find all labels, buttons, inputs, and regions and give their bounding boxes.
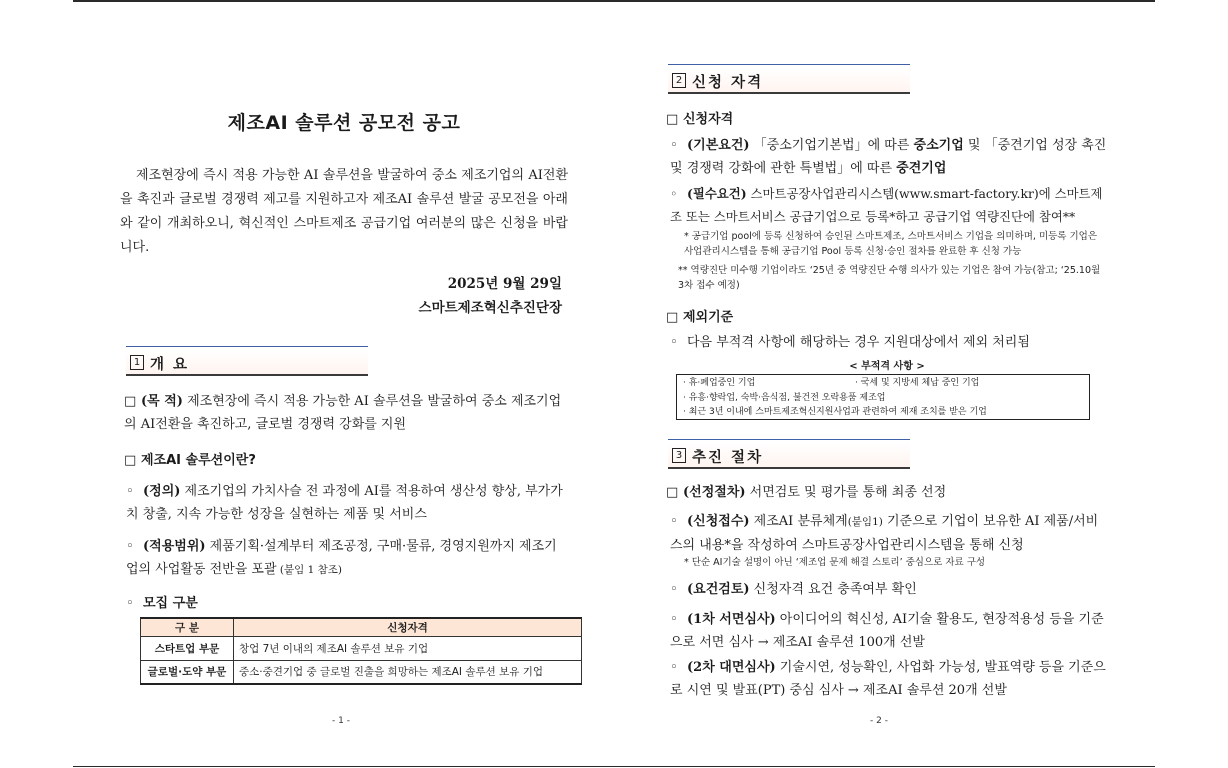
round1-label: (1차 서면심사) (687, 612, 776, 627)
apply-note: * 단순 AI기술 설명이 아닌 ‘제조업 문제 해결 스토리’ 중심으로 자료 구성 (684, 557, 986, 568)
page-1 (120, 0, 568, 740)
list-item: · 최근 3년 이내에 스마트제조혁신지원사업과 관련하여 제재 조치를 받은 기업 (683, 407, 987, 417)
exclusion-heading (666, 306, 733, 325)
round2-item (670, 656, 1110, 702)
ineligible-caption: < 부적격 사항 > (849, 361, 925, 372)
eligibility-heading (666, 108, 733, 127)
section-2-number: 2 (672, 73, 686, 88)
scope-item (126, 535, 568, 582)
selection-label: (선정절차) (683, 485, 746, 500)
bullet-icon: ◦ (670, 514, 678, 529)
recruit-heading (126, 592, 198, 611)
required-label: (필수요건) (687, 186, 747, 201)
required-item (670, 182, 1110, 228)
section-3-number: 3 (672, 448, 686, 463)
round2-label: (2차 대면심사) (687, 660, 776, 675)
checkbox-square-icon: □ (666, 310, 679, 325)
apply-label: (신청접수) (687, 514, 750, 529)
round2-text: 기술시연, 성능확인, 사업화 가능성, 발표역량 등을 기준으로 시연 및 발표(PT) 중심 심사 → 제조AI 솔루션 20개 선발 (670, 660, 1106, 698)
bullet-icon: ◦ (670, 186, 678, 201)
bullet-icon: ◦ (670, 660, 678, 675)
basic-sme: 중소기업 (913, 138, 964, 153)
section-1-header (126, 350, 368, 376)
bullet-icon: ◦ (126, 539, 134, 554)
basic-text-2: 및 「중견기업 성장 촉진 및 경쟁력 강화에 관한 특별법」에 따른 (670, 138, 1107, 176)
exclusion-item (670, 331, 1110, 354)
basic-text-1: 「중소기업기본법」에 따른 (749, 138, 914, 153)
section-2-accent-line (668, 64, 910, 65)
required-text: 스마트공장사업관리시스템(www.smart-factory.kr)에 스마트제조 또는 스마트서비스 공급기업으로 등록*하고 공급기업 역량진단에 참여** (670, 186, 1103, 224)
page-2-footer: - 2 - (870, 716, 888, 726)
exclusion-heading-text: 제외기준 (683, 310, 734, 325)
list-item: · 유흥·향락업, 숙박·음식점, 불건전 오락용품 제조업 (683, 392, 886, 403)
scope-text: 제품기획·설계부터 제조공정, 구매·물류, 경영지원까지 제조기업의 사업활동 전반을 포괄 (126, 539, 557, 577)
table-cell-category: 글로벌·도약 부문 (141, 660, 234, 684)
recruit-heading-text: 모집 구분 (143, 596, 198, 611)
purpose-item (124, 390, 568, 436)
scope-label: (적용범위) (143, 539, 206, 554)
table-header-eligibility: 신청자격 (234, 618, 582, 636)
table-header-row (141, 618, 582, 636)
issuing-organization: 스마트제조혁신추진단장 (418, 300, 562, 316)
requirement-review-item (670, 578, 1110, 601)
page-1-footer: - 1 - (332, 716, 350, 726)
section-2-title: 신청 자격 (692, 75, 764, 91)
review-label: (요건검토) (687, 582, 750, 597)
purpose-text: 제조현장에 즉시 적용 가능한 AI 솔루션을 발굴하여 중소 제조기업의 AI전환을 촉진하고, 글로벌 경쟁력 강화를 지원 (124, 394, 562, 432)
selection-item (666, 481, 1110, 504)
section-2-header (668, 68, 910, 94)
bullet-icon: ◦ (670, 138, 678, 153)
definition-text: 제조기업의 가치사슬 전 과정에 AI를 적용하여 생산성 향상, 부가가치 창출, 지속 가능한 성장을 실현하는 제품 및 서비스 (126, 484, 563, 522)
announcement-date: 2025년 9월 29일 (447, 276, 562, 292)
table-header-category: 구 분 (141, 618, 234, 636)
whatis-heading (124, 449, 256, 468)
section-3-accent-line (668, 439, 910, 440)
ineligible-item: · 국세 및 지방세 체납 중인 기업 (855, 378, 980, 388)
section-3-title: 추진 절차 (692, 450, 764, 466)
table-cell-eligibility: 중소·중견기업 중 글로벌 진출을 희망하는 제조AI 솔루션 보유 기업 (234, 660, 582, 684)
table-cell-eligibility: 창업 7년 이내의 제조AI 솔루션 보유 기업 (234, 636, 582, 660)
review-text: 신청자격 요건 충족여부 확인 (749, 582, 917, 597)
selection-text: 서면검토 및 평가를 통해 최종 선정 (745, 485, 947, 500)
definition-label: (정의) (143, 484, 181, 499)
basic-requirement-item (670, 134, 1110, 180)
basic-midsize: 중견기업 (896, 161, 947, 176)
exclusion-text: 다음 부적격 사항에 해당하는 경우 지원대상에서 제외 처리됨 (687, 335, 1030, 350)
apply-reference: (붙임1) (847, 516, 883, 528)
section-1-number: 1 (130, 355, 144, 370)
note-pool: * 공급기업 pool에 등록 신청하여 승인된 스마트제조, 스마트서비스 기업을 의미하며, 미등록 기업은 사업관리시스템을 통해 공급기업 Pool 등록 신청·승인 절차를 완료한 후 신청 가능 (684, 231, 1098, 257)
apply-text-2: 기준으로 기업이 보유한 AI 제품/서비스의 내용*을 작성하여 스마트공장사업관리시스템을 통해 신청 (670, 514, 1099, 553)
checkbox-square-icon: □ (124, 453, 137, 468)
ineligible-box (676, 374, 1090, 420)
table-row (141, 660, 582, 684)
note-assessment: ** 역량진단 미수행 기업이라도 ‘25년 중 역량진단 수행 의사가 있는 기업은 참여 가능(참고; ‘25.10월 3차 접수 예정) (678, 265, 1101, 291)
purpose-label: (목 적) (141, 394, 183, 409)
bullet-icon: ◦ (126, 596, 134, 611)
intro-paragraph: 제조현장에 즉시 적용 가능한 AI 솔루션을 발굴하여 중소 제조기업의 AI전환을 촉진과 글로벌 경쟁력 제고를 지원하고자 제조AI 솔루션 발굴 공모전을 아래와 같이 개최하오니, 혁신적인 스마트제조 공급기업 여러분의 많은 신청을 바랍니다. (120, 168, 568, 255)
ineligible-item: · 휴·폐업중인 기업 (683, 378, 756, 388)
round1-text: 아이디어의 혁신성, AI기술 활용도, 현장적용성 등을 기준으로 서면 심사 → 제조AI 솔루션 100개 선발 (670, 612, 1104, 650)
list-item (683, 376, 1083, 391)
bullet-icon: ◦ (670, 582, 678, 597)
bottom-rule (73, 766, 1155, 767)
scope-reference: (붙임 1 참조) (276, 564, 343, 576)
recruit-table (140, 617, 582, 685)
apply-item (670, 510, 1110, 557)
eligibility-heading-text: 신청자격 (683, 112, 734, 127)
checkbox-square-icon: □ (666, 112, 679, 127)
definition-item (126, 480, 568, 526)
section-3-header (668, 443, 910, 469)
bullet-icon: ◦ (670, 335, 678, 350)
checkbox-square-icon: □ (666, 485, 679, 500)
round1-item (670, 608, 1110, 654)
section-1-title: 개 요 (150, 357, 190, 373)
bullet-icon: ◦ (126, 484, 134, 499)
document-title: 제조AI 솔루션 공모전 공고 (227, 112, 461, 134)
section-1-accent-line (126, 346, 368, 347)
table-cell-category: 스타트업 부문 (141, 636, 234, 660)
checkbox-square-icon: □ (124, 394, 137, 409)
bullet-icon: ◦ (670, 612, 678, 627)
whatis-text: 제조AI 솔루션이란? (141, 453, 256, 468)
apply-text-1: 제조AI 분류체계 (749, 514, 848, 529)
basic-label: (기본요건) (687, 138, 750, 153)
page-2 (664, 0, 1110, 740)
table-row (141, 636, 582, 660)
